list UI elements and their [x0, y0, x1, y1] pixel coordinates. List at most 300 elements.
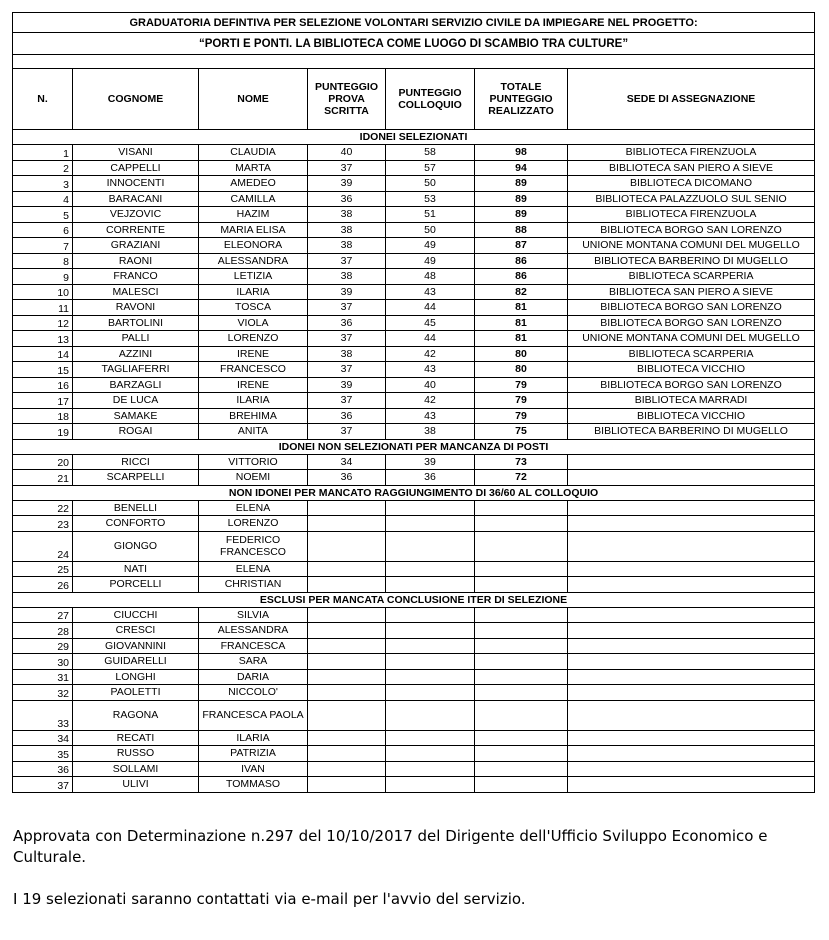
cell-sede: BIBLIOTECA PALAZZUOLO SUL SENIO — [568, 191, 815, 207]
cell-sede — [568, 454, 815, 470]
cell-scritta — [308, 746, 386, 762]
cell-n: 32 — [13, 685, 73, 701]
section-heading: IDONEI NON SELEZIONATI PER MANCANZA DI POSTI — [13, 439, 815, 454]
footer-notes — [13, 826, 823, 910]
cell-cognome: SAMAKE — [73, 408, 199, 424]
cell-n: 20 — [13, 454, 73, 470]
cell-cognome: CRESCI — [73, 623, 199, 639]
cell-sede: BIBLIOTECA SCARPERIA — [568, 269, 815, 285]
cell-cognome: SOLLAMI — [73, 761, 199, 777]
cell-sede — [568, 577, 815, 593]
cell-n: 23 — [13, 516, 73, 532]
cell-n: 34 — [13, 730, 73, 746]
cell-colloquio: 57 — [386, 160, 475, 176]
cell-scritta — [308, 531, 386, 561]
cell-colloquio — [386, 607, 475, 623]
cell-colloquio: 50 — [386, 222, 475, 238]
cell-nome: ILARIA — [199, 284, 308, 300]
column-header-nome: NOME — [199, 69, 308, 130]
cell-sede: BIBLIOTECA BORGO SAN LORENZO — [568, 300, 815, 316]
cell-n: 1 — [13, 145, 73, 161]
table-row — [13, 761, 815, 777]
cell-colloquio: 40 — [386, 377, 475, 393]
section-heading: NON IDONEI PER MANCATO RAGGIUNGIMENTO DI 36/60 AL COLLOQUIO — [13, 485, 815, 500]
cell-sede: UNIONE MONTANA COMUNI DEL MUGELLO — [568, 331, 815, 347]
cell-colloquio: 43 — [386, 408, 475, 424]
cell-totale — [475, 500, 568, 516]
cell-totale: 79 — [475, 408, 568, 424]
column-header-punteggio-prova-scritta: PUNTEGGIO PROVA SCRITTA — [308, 69, 386, 130]
cell-scritta — [308, 500, 386, 516]
table-row — [13, 700, 815, 730]
cell-colloquio: 44 — [386, 331, 475, 347]
cell-totale — [475, 669, 568, 685]
cell-cognome: BARZAGLI — [73, 377, 199, 393]
cell-nome: LORENZO — [199, 331, 308, 347]
table-row — [13, 238, 815, 254]
cell-n: 4 — [13, 191, 73, 207]
cell-colloquio — [386, 638, 475, 654]
table-row — [13, 516, 815, 532]
cell-colloquio — [386, 654, 475, 670]
cell-cognome: RAVONI — [73, 300, 199, 316]
cell-colloquio — [386, 516, 475, 532]
table-row — [13, 500, 815, 516]
cell-totale: 89 — [475, 176, 568, 192]
cell-sede: BIBLIOTECA SAN PIERO A SIEVE — [568, 284, 815, 300]
cell-nome: AMEDEO — [199, 176, 308, 192]
table-row — [13, 561, 815, 577]
table-row — [13, 470, 815, 486]
cell-colloquio: 45 — [386, 315, 475, 331]
cell-colloquio — [386, 561, 475, 577]
cell-nome: IVAN — [199, 761, 308, 777]
cell-colloquio: 42 — [386, 346, 475, 362]
cell-nome: TOMMASO — [199, 777, 308, 793]
cell-colloquio — [386, 577, 475, 593]
cell-n: 33 — [13, 700, 73, 730]
cell-sede — [568, 561, 815, 577]
table-row — [13, 607, 815, 623]
cell-cognome: CAPPELLI — [73, 160, 199, 176]
cell-nome: IRENE — [199, 346, 308, 362]
table-row — [13, 362, 815, 378]
cell-totale — [475, 700, 568, 730]
table-row — [13, 222, 815, 238]
cell-sede: BIBLIOTECA BORGO SAN LORENZO — [568, 222, 815, 238]
cell-totale: 89 — [475, 207, 568, 223]
cell-totale: 87 — [475, 238, 568, 254]
cell-colloquio — [386, 746, 475, 762]
cell-n: 31 — [13, 669, 73, 685]
cell-totale: 72 — [475, 470, 568, 486]
cell-colloquio — [386, 685, 475, 701]
cell-scritta: 36 — [308, 315, 386, 331]
cell-cognome: ULIVI — [73, 777, 199, 793]
cell-scritta: 37 — [308, 331, 386, 347]
table-row — [13, 269, 815, 285]
document-title: GRADUATORIA DEFINTIVA PER SELEZIONE VOLONTARI SERVIZIO CIVILE DA IMPIEGARE NEL PROGETTO: — [13, 13, 815, 33]
cell-colloquio — [386, 531, 475, 561]
cell-sede — [568, 470, 815, 486]
table-row — [13, 346, 815, 362]
table-row — [13, 160, 815, 176]
cell-sede — [568, 607, 815, 623]
cell-colloquio: 36 — [386, 470, 475, 486]
cell-sede — [568, 500, 815, 516]
cell-colloquio: 44 — [386, 300, 475, 316]
cell-sede: BIBLIOTECA VICCHIO — [568, 408, 815, 424]
cell-n: 35 — [13, 746, 73, 762]
cell-totale: 80 — [475, 362, 568, 378]
table-row — [13, 331, 815, 347]
cell-sede: BIBLIOTECA FIRENZUOLA — [568, 207, 815, 223]
cell-sede — [568, 669, 815, 685]
cell-totale: 80 — [475, 346, 568, 362]
cell-scritta: 38 — [308, 207, 386, 223]
cell-colloquio: 43 — [386, 362, 475, 378]
cell-totale — [475, 607, 568, 623]
cell-totale: 88 — [475, 222, 568, 238]
cell-totale — [475, 746, 568, 762]
cell-totale: 73 — [475, 454, 568, 470]
table-row — [13, 654, 815, 670]
cell-sede — [568, 730, 815, 746]
table-row — [13, 408, 815, 424]
cell-totale — [475, 777, 568, 793]
cell-cognome: INNOCENTI — [73, 176, 199, 192]
cell-colloquio — [386, 777, 475, 793]
cell-cognome: DE LUCA — [73, 393, 199, 409]
cell-totale: 86 — [475, 269, 568, 285]
cell-sede: BIBLIOTECA MARRADI — [568, 393, 815, 409]
cell-colloquio: 49 — [386, 253, 475, 269]
cell-cognome: TAGLIAFERRI — [73, 362, 199, 378]
column-header-sede: SEDE DI ASSEGNAZIONE — [568, 69, 815, 130]
cell-nome: MARIA ELISA — [199, 222, 308, 238]
cell-n: 14 — [13, 346, 73, 362]
cell-scritta: 36 — [308, 191, 386, 207]
cell-scritta — [308, 638, 386, 654]
cell-nome: TOSCA — [199, 300, 308, 316]
cell-n: 13 — [13, 331, 73, 347]
cell-scritta: 36 — [308, 470, 386, 486]
cell-totale — [475, 685, 568, 701]
cell-sede: BIBLIOTECA VICCHIO — [568, 362, 815, 378]
cell-nome: FRANCESCA — [199, 638, 308, 654]
cell-n: 37 — [13, 777, 73, 793]
table-row — [13, 730, 815, 746]
cell-colloquio: 43 — [386, 284, 475, 300]
cell-n: 5 — [13, 207, 73, 223]
section-heading: IDONEI SELEZIONATI — [13, 130, 815, 145]
cell-totale — [475, 531, 568, 561]
cell-colloquio: 48 — [386, 269, 475, 285]
cell-n: 25 — [13, 561, 73, 577]
cell-sede: UNIONE MONTANA COMUNI DEL MUGELLO — [568, 238, 815, 254]
cell-cognome: CONFORTO — [73, 516, 199, 532]
table-row — [13, 176, 815, 192]
table-row — [13, 424, 815, 440]
cell-nome: BREHIMA — [199, 408, 308, 424]
cell-n: 29 — [13, 638, 73, 654]
cell-scritta: 38 — [308, 238, 386, 254]
cell-n: 19 — [13, 424, 73, 440]
cell-cognome: LONGHI — [73, 669, 199, 685]
section-heading: ESCLUSI PER MANCATA CONCLUSIONE ITER DI SELEZIONE — [13, 592, 815, 607]
cell-n: 30 — [13, 654, 73, 670]
cell-cognome: BARACANI — [73, 191, 199, 207]
cell-scritta: 37 — [308, 424, 386, 440]
cell-sede — [568, 531, 815, 561]
cell-sede — [568, 623, 815, 639]
cell-nome: ILARIA — [199, 730, 308, 746]
cell-totale: 94 — [475, 160, 568, 176]
cell-cognome: RAONI — [73, 253, 199, 269]
cell-nome: IRENE — [199, 377, 308, 393]
cell-cognome: BENELLI — [73, 500, 199, 516]
cell-nome: ANITA — [199, 424, 308, 440]
cell-sede — [568, 638, 815, 654]
cell-totale: 75 — [475, 424, 568, 440]
cell-scritta — [308, 730, 386, 746]
cell-sede: BIBLIOTECA SCARPERIA — [568, 346, 815, 362]
cell-nome: NOEMI — [199, 470, 308, 486]
cell-cognome: BARTOLINI — [73, 315, 199, 331]
cell-n: 28 — [13, 623, 73, 639]
cell-scritta: 38 — [308, 269, 386, 285]
cell-n: 10 — [13, 284, 73, 300]
cell-cognome: VISANI — [73, 145, 199, 161]
cell-sede: BIBLIOTECA BORGO SAN LORENZO — [568, 377, 815, 393]
column-header-n: N. — [13, 69, 73, 130]
cell-scritta — [308, 623, 386, 639]
cell-n: 8 — [13, 253, 73, 269]
cell-nome: VIOLA — [199, 315, 308, 331]
cell-scritta: 36 — [308, 408, 386, 424]
cell-n: 36 — [13, 761, 73, 777]
cell-cognome: PALLI — [73, 331, 199, 347]
cell-n: 22 — [13, 500, 73, 516]
cell-nome: ELENA — [199, 561, 308, 577]
table-row — [13, 531, 815, 561]
cell-scritta: 37 — [308, 300, 386, 316]
cell-n: 12 — [13, 315, 73, 331]
cell-nome: ALESSANDRA — [199, 253, 308, 269]
cell-nome: FEDERICO FRANCESCO — [199, 531, 308, 561]
cell-totale — [475, 761, 568, 777]
cell-scritta: 37 — [308, 160, 386, 176]
cell-colloquio — [386, 623, 475, 639]
cell-cognome: VEJZOVIC — [73, 207, 199, 223]
cell-scritta: 37 — [308, 393, 386, 409]
cell-scritta — [308, 777, 386, 793]
cell-n: 15 — [13, 362, 73, 378]
cell-sede: BIBLIOTECA FIRENZUOLA — [568, 145, 815, 161]
cell-scritta: 38 — [308, 346, 386, 362]
cell-colloquio — [386, 761, 475, 777]
cell-totale — [475, 623, 568, 639]
cell-sede: BIBLIOTECA BARBERINO DI MUGELLO — [568, 253, 815, 269]
cell-n: 17 — [13, 393, 73, 409]
cell-nome: CLAUDIA — [199, 145, 308, 161]
cell-colloquio: 38 — [386, 424, 475, 440]
table-row — [13, 577, 815, 593]
cell-cognome: RUSSO — [73, 746, 199, 762]
cell-nome: FRANCESCA PAOLA — [199, 700, 308, 730]
cell-scritta: 40 — [308, 145, 386, 161]
cell-sede: BIBLIOTECA BARBERINO DI MUGELLO — [568, 424, 815, 440]
cell-sede — [568, 777, 815, 793]
table-row — [13, 253, 815, 269]
cell-cognome: SCARPELLI — [73, 470, 199, 486]
cell-nome: ALESSANDRA — [199, 623, 308, 639]
column-header-cognome: COGNOME — [73, 69, 199, 130]
cell-totale — [475, 561, 568, 577]
cell-n: 2 — [13, 160, 73, 176]
cell-nome: LETIZIA — [199, 269, 308, 285]
cell-scritta: 39 — [308, 176, 386, 192]
cell-colloquio — [386, 730, 475, 746]
table-row — [13, 145, 815, 161]
cell-totale — [475, 516, 568, 532]
cell-scritta — [308, 761, 386, 777]
cell-totale — [475, 730, 568, 746]
cell-n: 27 — [13, 607, 73, 623]
cell-scritta: 37 — [308, 253, 386, 269]
cell-sede — [568, 746, 815, 762]
cell-nome: CAMILLA — [199, 191, 308, 207]
cell-colloquio: 42 — [386, 393, 475, 409]
cell-nome: LORENZO — [199, 516, 308, 532]
cell-cognome: RECATI — [73, 730, 199, 746]
table-row — [13, 393, 815, 409]
cell-cognome: GRAZIANI — [73, 238, 199, 254]
cell-colloquio — [386, 669, 475, 685]
cell-cognome: RICCI — [73, 454, 199, 470]
column-header-row — [13, 69, 815, 130]
table-row — [13, 746, 815, 762]
table-row — [13, 685, 815, 701]
cell-scritta — [308, 669, 386, 685]
cell-scritta: 39 — [308, 377, 386, 393]
cell-totale: 86 — [475, 253, 568, 269]
cell-cognome: PAOLETTI — [73, 685, 199, 701]
cell-colloquio: 39 — [386, 454, 475, 470]
cell-colloquio: 49 — [386, 238, 475, 254]
cell-nome: CHRISTIAN — [199, 577, 308, 593]
cell-sede — [568, 685, 815, 701]
cell-nome: ILARIA — [199, 393, 308, 409]
cell-n: 18 — [13, 408, 73, 424]
cell-scritta: 39 — [308, 284, 386, 300]
cell-scritta — [308, 700, 386, 730]
cell-totale: 81 — [475, 300, 568, 316]
cell-cognome: CORRENTE — [73, 222, 199, 238]
cell-nome: VITTORIO — [199, 454, 308, 470]
cell-sede — [568, 761, 815, 777]
project-title: “PORTI E PONTI. LA BIBLIOTECA COME LUOGO DI SCAMBIO TRA CULTURE” — [13, 33, 815, 55]
table-row — [13, 191, 815, 207]
contact-note: I 19 selezionati saranno contattati via e-mail per l'avvio del servizio. — [13, 890, 526, 908]
cell-totale — [475, 577, 568, 593]
table-row — [13, 777, 815, 793]
cell-cognome: RAGONA — [73, 700, 199, 730]
cell-totale: 89 — [475, 191, 568, 207]
table-row — [13, 669, 815, 685]
cell-totale: 82 — [475, 284, 568, 300]
table-row — [13, 284, 815, 300]
cell-totale: 81 — [475, 331, 568, 347]
cell-nome: FRANCESCO — [199, 362, 308, 378]
cell-sede — [568, 516, 815, 532]
table-row — [13, 300, 815, 316]
table-row — [13, 638, 815, 654]
cell-scritta — [308, 685, 386, 701]
cell-colloquio: 50 — [386, 176, 475, 192]
cell-colloquio: 58 — [386, 145, 475, 161]
cell-n: 21 — [13, 470, 73, 486]
cell-n: 16 — [13, 377, 73, 393]
cell-cognome: NATI — [73, 561, 199, 577]
approval-note: Approvata con Determinazione n.297 del 10/10/2017 del Dirigente dell'Ufficio Sviluppo Economico e Culturale. — [13, 827, 768, 866]
cell-nome: SARA — [199, 654, 308, 670]
cell-nome: NICCOLO' — [199, 685, 308, 701]
column-header-punteggio-colloquio: PUNTEGGIO COLLOQUIO — [386, 69, 475, 130]
cell-cognome: ROGAI — [73, 424, 199, 440]
cell-nome: HAZIM — [199, 207, 308, 223]
cell-scritta — [308, 654, 386, 670]
ranking-table — [12, 12, 815, 793]
cell-colloquio — [386, 500, 475, 516]
cell-totale — [475, 654, 568, 670]
cell-sede: BIBLIOTECA SAN PIERO A SIEVE — [568, 160, 815, 176]
table-row — [13, 454, 815, 470]
table-row — [13, 623, 815, 639]
cell-sede: BIBLIOTECA DICOMANO — [568, 176, 815, 192]
cell-scritta: 37 — [308, 362, 386, 378]
cell-n: 9 — [13, 269, 73, 285]
cell-cognome: GUIDARELLI — [73, 654, 199, 670]
cell-cognome: CIUCCHI — [73, 607, 199, 623]
cell-n: 26 — [13, 577, 73, 593]
cell-cognome: MALESCI — [73, 284, 199, 300]
cell-n: 11 — [13, 300, 73, 316]
cell-nome: ELENA — [199, 500, 308, 516]
cell-n: 24 — [13, 531, 73, 561]
cell-cognome: GIOVANNINI — [73, 638, 199, 654]
cell-colloquio — [386, 700, 475, 730]
cell-totale: 79 — [475, 377, 568, 393]
cell-sede — [568, 700, 815, 730]
cell-totale: 98 — [475, 145, 568, 161]
cell-scritta — [308, 607, 386, 623]
cell-n: 3 — [13, 176, 73, 192]
cell-sede — [568, 654, 815, 670]
cell-n: 7 — [13, 238, 73, 254]
cell-cognome: GIONGO — [73, 531, 199, 561]
cell-cognome: AZZINI — [73, 346, 199, 362]
cell-colloquio: 51 — [386, 207, 475, 223]
cell-scritta: 38 — [308, 222, 386, 238]
cell-scritta — [308, 577, 386, 593]
cell-scritta — [308, 561, 386, 577]
table-row — [13, 377, 815, 393]
cell-nome: ELEONORA — [199, 238, 308, 254]
cell-totale — [475, 638, 568, 654]
cell-cognome: FRANCO — [73, 269, 199, 285]
blank-row — [13, 55, 815, 69]
